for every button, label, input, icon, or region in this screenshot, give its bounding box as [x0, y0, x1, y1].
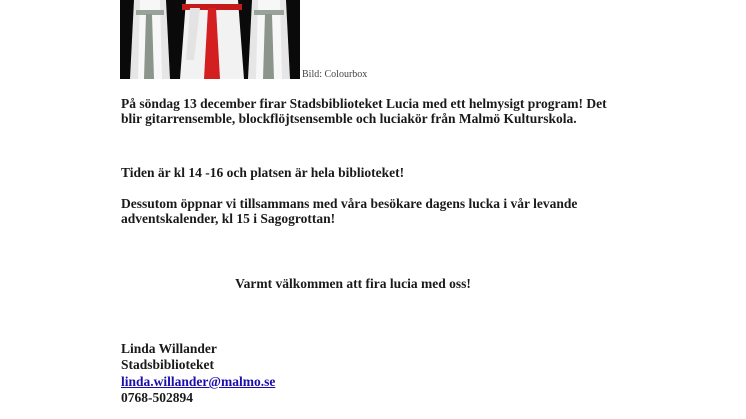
contact-organization: Stadsbiblioteket: [121, 357, 215, 372]
contact-phone: 0768-502894: [121, 390, 193, 405]
contact-email-link[interactable]: linda.willander@malmo.se: [121, 374, 276, 389]
event-time: Tiden är kl 14 -16 och platsen är hela biblioteket!: [121, 165, 405, 180]
lucia-photo-illustration: [120, 0, 300, 79]
welcome-line: Varmt välkommen att fira lucia med oss!: [235, 276, 471, 291]
advent-calendar-note: Dessutom öppnar vi tillsammans med våra besökare dagens lucka i vår levande adventskalender, kl 15 i Sagogrottan!: [121, 196, 578, 226]
image-caption: Bild: Colourbox: [302, 69, 368, 80]
event-description: På söndag 13 december firar Stadsbiblioteket Lucia med ett helmysigt program! Det blir gitarrensemble, blockflöjtsensemble och luciakör från Malmö Kulturskola.: [121, 96, 607, 126]
contact-name: Linda Willander: [121, 341, 217, 356]
lucia-photo: [120, 0, 300, 79]
